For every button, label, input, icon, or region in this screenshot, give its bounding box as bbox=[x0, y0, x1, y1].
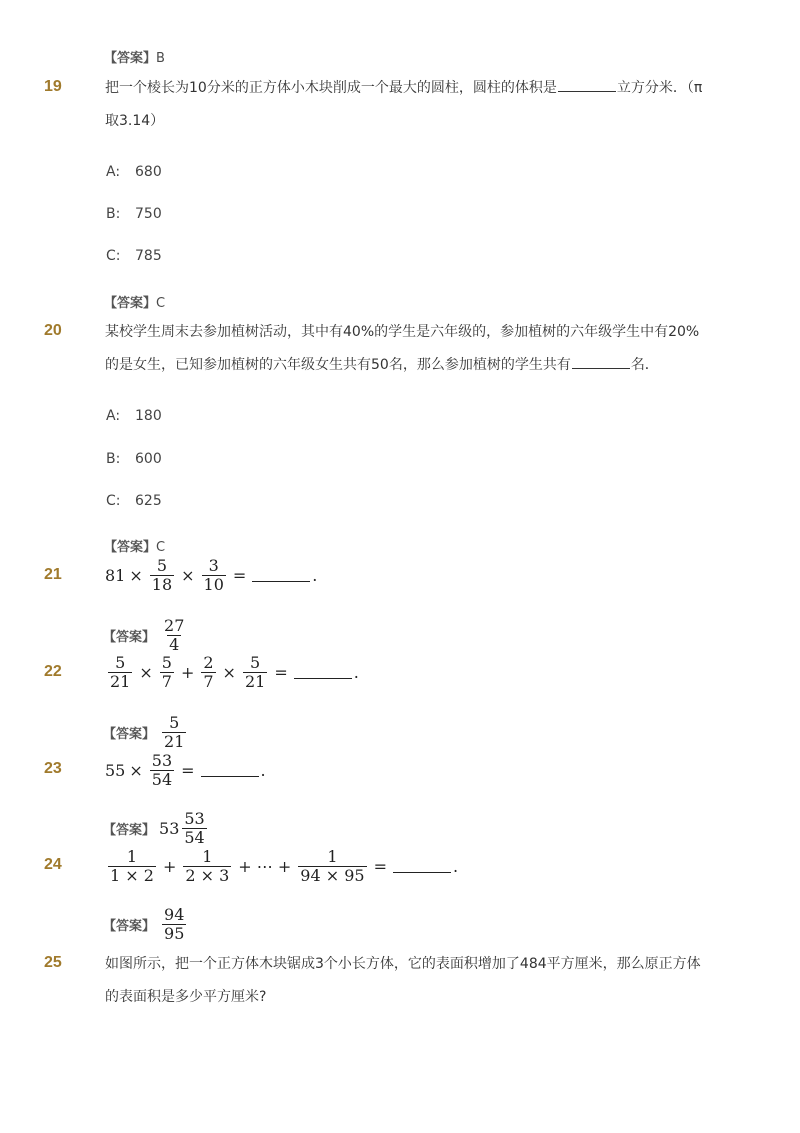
question-text-part: 的是女生，已知参加植树的六年级女生共有50名，那么参加植树的学生共有 bbox=[105, 357, 571, 373]
math-period: . bbox=[452, 857, 459, 876]
option-key: B: bbox=[106, 206, 121, 222]
answer-line-24 bbox=[103, 906, 189, 943]
option-a[interactable] bbox=[106, 408, 162, 424]
fill-blank bbox=[558, 90, 616, 92]
option-value: 680 bbox=[135, 164, 162, 180]
fraction: $\frac{1}{94 \times 95}$ bbox=[300, 847, 365, 885]
math-operator: = bbox=[274, 663, 288, 682]
answer-line-21 bbox=[103, 617, 189, 654]
question-text-part: 如图所示，把一个正方体木块锯成3个小长方体，它的表面积增加了484平方厘米，那么原正方体 bbox=[105, 956, 701, 972]
question-text-25 bbox=[105, 948, 725, 1014]
question-text-19 bbox=[105, 72, 725, 138]
option-value: 625 bbox=[135, 493, 162, 509]
fill-blank bbox=[252, 569, 310, 582]
question-text-part: 把一个棱长为10分米的正方体小木块削成一个最大的圆柱，圆柱的体积是 bbox=[105, 80, 557, 96]
fraction: $\frac{5}{21}$ bbox=[244, 653, 266, 691]
option-value: 180 bbox=[135, 408, 162, 424]
option-value: 785 bbox=[135, 248, 162, 264]
option-value: 600 bbox=[135, 451, 162, 467]
fraction: $\frac{1}{2 \times 3}$ bbox=[185, 847, 230, 885]
option-a[interactable] bbox=[106, 164, 162, 180]
fill-blank bbox=[393, 860, 451, 873]
option-key: C: bbox=[106, 493, 121, 509]
answer-label: 【答案】 bbox=[104, 51, 157, 66]
answer-fraction: $\frac{94}{95}$ bbox=[164, 905, 185, 943]
question-text-part: 的表面积是多少平方厘米? bbox=[105, 989, 267, 1005]
math-operator: + bbox=[162, 857, 177, 876]
answer-line-22 bbox=[103, 714, 189, 751]
answer-label: 【答案】 bbox=[104, 296, 157, 311]
fraction: $\frac{2}{7}$ bbox=[203, 653, 214, 691]
option-key: A: bbox=[106, 164, 121, 180]
math-expression-22 bbox=[105, 654, 359, 691]
answer-label: 【答案】 bbox=[103, 630, 156, 645]
answer-whole: 53 bbox=[159, 819, 180, 838]
option-c[interactable] bbox=[106, 493, 162, 509]
math-operator: = bbox=[232, 566, 247, 585]
answer-value: B bbox=[156, 51, 165, 66]
math-operator: × bbox=[129, 566, 143, 585]
answer-value: C bbox=[156, 296, 166, 311]
math-expression-23 bbox=[105, 752, 266, 789]
question-number-25: 25 bbox=[44, 954, 62, 971]
math-number: 81 bbox=[105, 566, 126, 585]
math-operator: + ⋯ + bbox=[238, 857, 292, 876]
option-c[interactable] bbox=[106, 248, 162, 264]
answer-label: 【答案】 bbox=[103, 727, 156, 742]
option-b[interactable] bbox=[106, 451, 162, 467]
fraction: $\frac{5}{21}$ bbox=[110, 653, 131, 691]
math-operator: × bbox=[181, 566, 195, 585]
answer-line-23 bbox=[103, 810, 210, 847]
answer-label: 【答案】 bbox=[103, 919, 156, 934]
fraction: $\frac{5}{18}$ bbox=[151, 556, 173, 594]
math-operator: × bbox=[222, 663, 236, 682]
fraction: $\frac{3}{10}$ bbox=[203, 556, 224, 594]
math-operator: × bbox=[129, 761, 143, 780]
math-operator: × bbox=[139, 663, 153, 682]
fraction: $\frac{1}{1 \times 2}$ bbox=[110, 847, 154, 885]
math-number: 55 bbox=[105, 761, 126, 780]
answer-line-18 bbox=[104, 47, 165, 66]
fill-blank bbox=[201, 764, 259, 777]
question-text-20 bbox=[105, 316, 725, 382]
math-operator: + bbox=[180, 663, 195, 682]
answer-fraction: $\frac{27}{4}$ bbox=[164, 616, 185, 654]
answer-label: 【答案】 bbox=[103, 823, 156, 838]
fill-blank bbox=[572, 367, 630, 369]
question-text-part: 立方分米．（π bbox=[616, 80, 703, 96]
option-b[interactable] bbox=[106, 206, 162, 222]
question-number-19: 19 bbox=[44, 78, 62, 95]
question-number-22: 22 bbox=[44, 663, 62, 680]
option-key: B: bbox=[106, 451, 121, 467]
question-text-part: 某校学生周末去参加植树活动，其中有40%的学生是六年级的，参加植树的六年级学生中有20% bbox=[105, 324, 700, 340]
math-period: . bbox=[260, 761, 266, 780]
option-key: A: bbox=[106, 408, 121, 424]
option-value: 750 bbox=[135, 206, 162, 222]
math-operator: = bbox=[373, 857, 387, 876]
question-number-21: 21 bbox=[44, 566, 62, 583]
math-operator: = bbox=[181, 761, 195, 780]
math-expression-21 bbox=[105, 557, 317, 594]
answer-value: C bbox=[156, 540, 166, 555]
question-number-20: 20 bbox=[44, 322, 62, 339]
question-text-part: 名． bbox=[630, 357, 659, 373]
fraction: $\frac{5}{7}$ bbox=[161, 653, 172, 691]
answer-fraction: $\frac{53}{54}$ bbox=[184, 809, 205, 847]
answer-line-19 bbox=[104, 292, 165, 311]
option-key: C: bbox=[106, 248, 121, 264]
answer-line-20 bbox=[104, 536, 165, 555]
fill-blank bbox=[294, 666, 352, 679]
question-number-24: 24 bbox=[44, 856, 62, 873]
question-number-23: 23 bbox=[44, 760, 62, 777]
math-period: . bbox=[312, 566, 318, 585]
math-expression-24 bbox=[105, 848, 458, 885]
answer-fraction: $\frac{5}{21}$ bbox=[164, 713, 185, 751]
fraction: $\frac{53}{54}$ bbox=[151, 751, 173, 789]
math-period: . bbox=[353, 663, 359, 682]
question-text-part: 取3.14） bbox=[105, 113, 165, 129]
answer-label: 【答案】 bbox=[104, 540, 157, 555]
